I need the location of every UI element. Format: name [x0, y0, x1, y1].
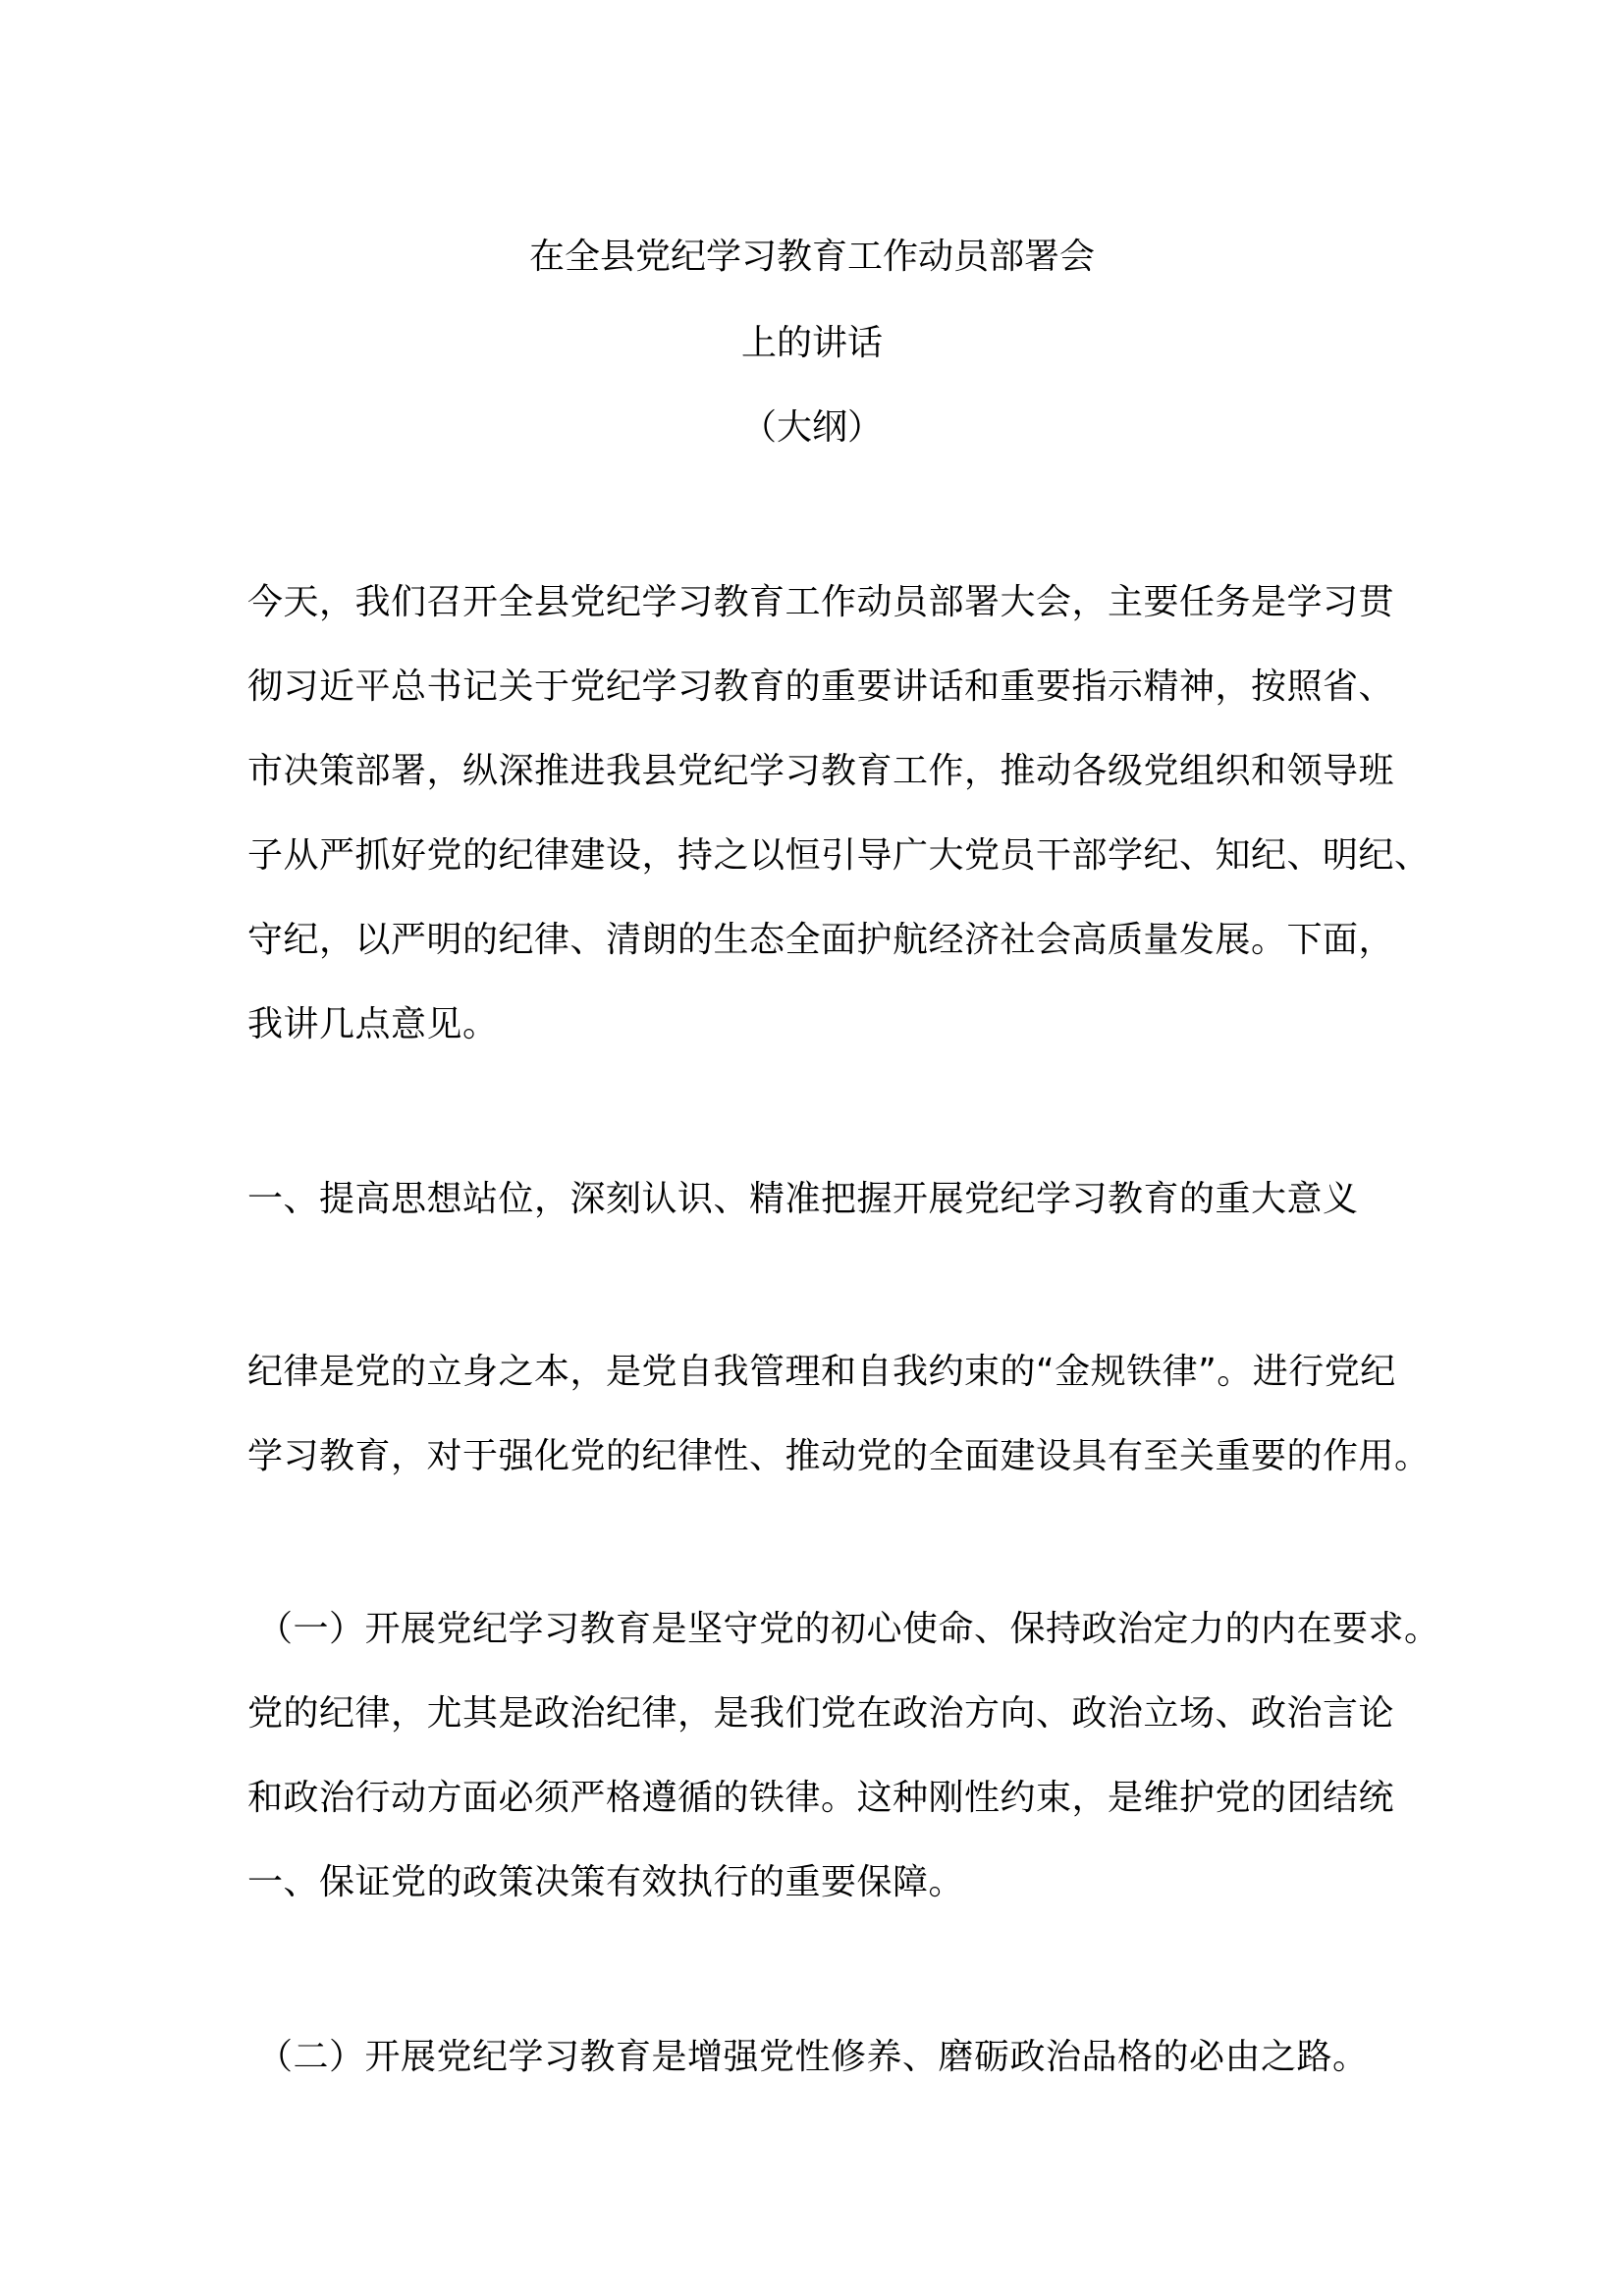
- section-1-heading: 一、提高思想站位，深刻认识、精准把握开展党纪学习教育的重大意义: [247, 1179, 1359, 1219]
- intro-paragraph-line: 子从严抓好党的纪律建设，持之以恒引导广大党员干部学纪、知纪、明纪、: [247, 835, 1431, 876]
- section-1-paragraph-line: 纪律是党的立身之本，是党自我管理和自我约束的“金规铁律”。进行党纪: [247, 1352, 1396, 1392]
- intro-paragraph-line: 守纪，以严明的纪律、清朗的生态全面护航经济社会高质量发展。下面，: [247, 920, 1395, 960]
- subsection-2-heading: （二）开展党纪学习教育是增强党性修养、磨砺政治品格的必由之路。: [257, 2037, 1369, 2077]
- document-title-line-1: 在全县党纪学习教育工作动员部署会: [528, 237, 1095, 277]
- intro-paragraph-line: 今天，我们召开全县党纪学习教育工作动员部署大会，主要任务是学习贯: [247, 582, 1395, 622]
- document-title-line-2: 上的讲话: [740, 323, 883, 363]
- subsection-1-heading: （一）开展党纪学习教育是坚守党的初心使命、保持政治定力的内在要求。: [257, 1609, 1440, 1649]
- intro-paragraph-line: 市决策部署，纵深推进我县党纪学习教育工作，推动各级党组织和领导班: [247, 751, 1395, 791]
- subsection-1-paragraph-line: 和政治行动方面必须严格遵循的铁律。这种刚性约束，是维护党的团结统: [247, 1778, 1395, 1818]
- subsection-1-paragraph-line: 党的纪律，尤其是政治纪律，是我们党在政治方向、政治立场、政治言论: [247, 1693, 1395, 1734]
- intro-paragraph-line: 我讲几点意见。: [247, 1004, 499, 1044]
- intro-paragraph-line: 彻习近平总书记关于党纪学习教育的重要讲话和重要指示精神，按照省、: [247, 667, 1395, 707]
- document-title-line-3: （大纲）: [740, 407, 883, 448]
- section-1-paragraph-line: 学习教育，对于强化党的纪律性、推动党的全面建设具有至关重要的作用。: [247, 1436, 1431, 1476]
- subsection-1-paragraph-line: 一、保证党的政策决策有效执行的重要保障。: [247, 1862, 965, 1902]
